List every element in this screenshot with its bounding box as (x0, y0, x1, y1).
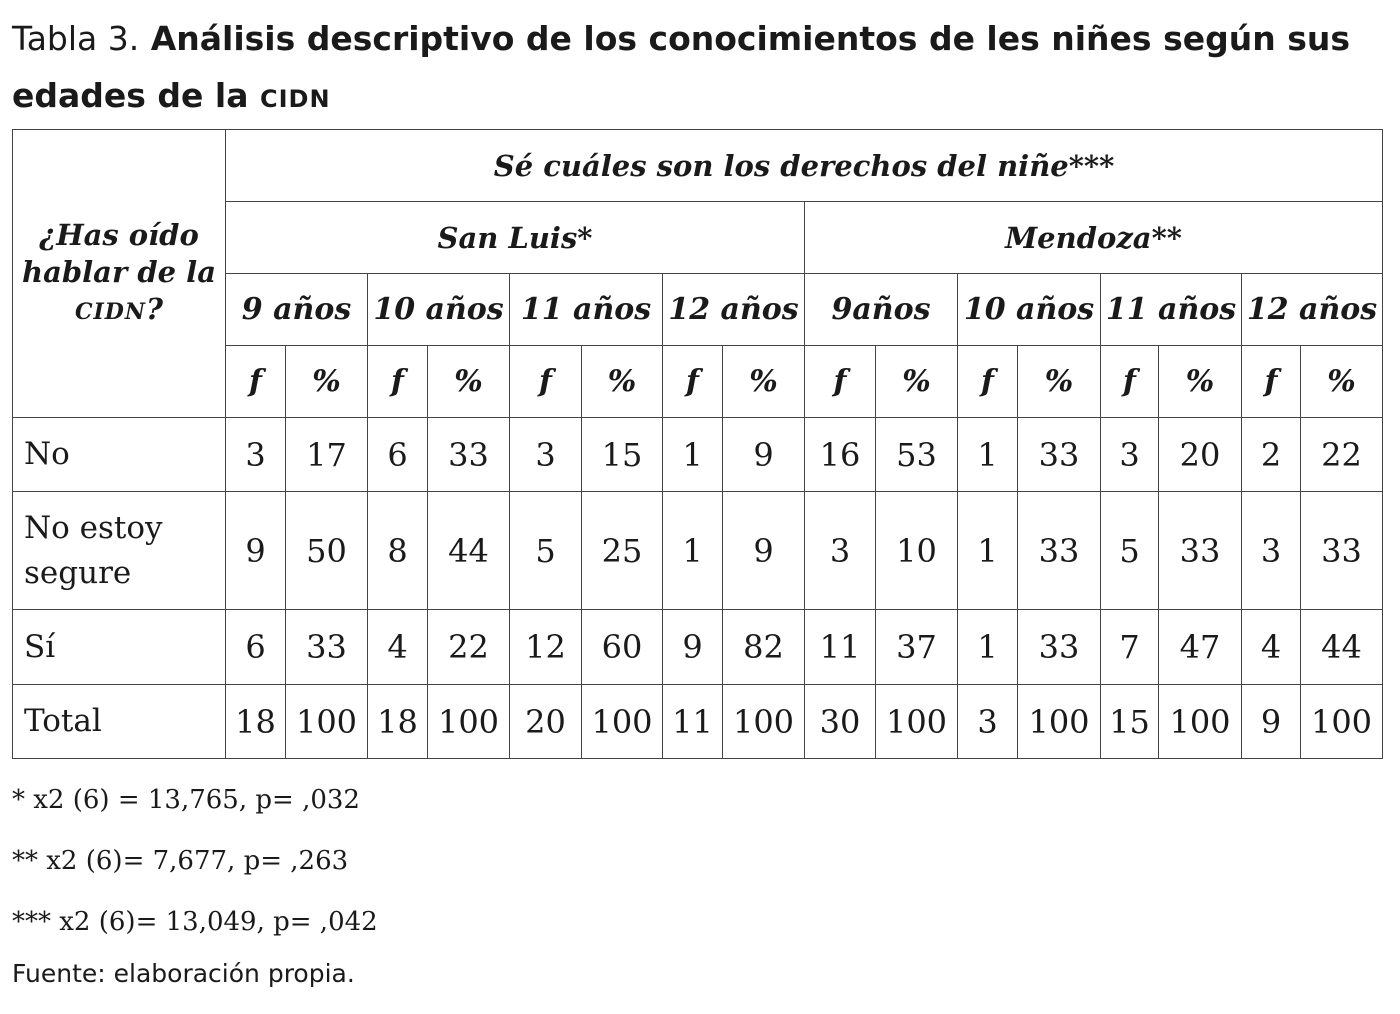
footnote: ** x2 (6)= 7,677, p= ,263 (12, 846, 349, 876)
table-cell: 9 (723, 418, 805, 492)
region-header-mendoza: Mendoza** (805, 202, 1383, 274)
freq-header: f (510, 346, 582, 418)
table-cell: 18 (368, 685, 428, 759)
table-cell: 9 (226, 492, 286, 610)
footnotes (12, 770, 378, 953)
data-table (12, 129, 1383, 759)
age-header: 10 años (958, 274, 1101, 346)
table-cell: 33 (428, 418, 510, 492)
table-cell: 100 (582, 685, 663, 759)
row-header-question (13, 130, 226, 418)
table-title (12, 10, 1382, 128)
row-label: No estoy segure (13, 492, 226, 610)
table-cell: 17 (286, 418, 368, 492)
freq-header: f (1242, 346, 1301, 418)
freq-header: f (958, 346, 1018, 418)
table-cell: 16 (805, 418, 876, 492)
table-cell: 22 (1301, 418, 1383, 492)
table-cell: 1 (958, 610, 1018, 685)
age-header: 9años (805, 274, 958, 346)
age-header: 12 años (1242, 274, 1383, 346)
table-cell: 3 (510, 418, 582, 492)
table-cell: 33 (1159, 492, 1242, 610)
table-cell: 33 (1018, 610, 1101, 685)
table-cell: 10 (876, 492, 958, 610)
table-cell: 100 (428, 685, 510, 759)
row-header-acronym: CIDN (75, 298, 146, 325)
table-cell: 9 (723, 492, 805, 610)
top-header: Sé cuáles son los derechos del niñe*** (226, 130, 1383, 202)
table-cell: 60 (582, 610, 663, 685)
table-cell: 6 (226, 610, 286, 685)
age-header: 11 años (1101, 274, 1242, 346)
table-cell: 1 (663, 492, 723, 610)
region-header-san-luis: San Luis* (226, 202, 805, 274)
table-cell: 100 (1301, 685, 1383, 759)
table-cell: 8 (368, 492, 428, 610)
table-cell: 6 (368, 418, 428, 492)
table-cell: 20 (1159, 418, 1242, 492)
table-cell: 12 (510, 610, 582, 685)
table-title-text: Análisis descriptivo de los conocimientos de les niñes según sus edades de la (12, 19, 1350, 115)
table-cell: 11 (805, 610, 876, 685)
table-cell: 7 (1101, 610, 1159, 685)
source-note: Fuente: elaboración propia. (12, 959, 355, 988)
table-cell: 1 (663, 418, 723, 492)
header-row-top (13, 130, 1383, 202)
freq-header: f (226, 346, 286, 418)
table-cell: 9 (1242, 685, 1301, 759)
pct-header: % (582, 346, 663, 418)
table-cell: 100 (876, 685, 958, 759)
table-cell: 100 (1018, 685, 1101, 759)
table-cell: 22 (428, 610, 510, 685)
table-cell: 15 (1101, 685, 1159, 759)
table-row (13, 492, 1383, 610)
table-cell: 20 (510, 685, 582, 759)
freq-header: f (663, 346, 723, 418)
table-cell: 4 (368, 610, 428, 685)
table-cell: 33 (1018, 418, 1101, 492)
footnote: * x2 (6) = 13,765, p= ,032 (12, 785, 360, 815)
table-cell: 2 (1242, 418, 1301, 492)
pct-header: % (1159, 346, 1242, 418)
table-cell: 3 (958, 685, 1018, 759)
table-cell: 30 (805, 685, 876, 759)
table-cell: 37 (876, 610, 958, 685)
table-cell: 5 (510, 492, 582, 610)
freq-header: f (805, 346, 876, 418)
table-cell: 100 (286, 685, 368, 759)
table-cell: 44 (1301, 610, 1383, 685)
table-cell: 3 (226, 418, 286, 492)
age-header: 9 años (226, 274, 368, 346)
table-row (13, 610, 1383, 685)
table-cell: 3 (1242, 492, 1301, 610)
pct-header: % (723, 346, 805, 418)
freq-header: f (368, 346, 428, 418)
table-cell: 3 (805, 492, 876, 610)
footnote: *** x2 (6)= 13,049, p= ,042 (12, 907, 378, 937)
table-cell: 25 (582, 492, 663, 610)
table-cell: 100 (723, 685, 805, 759)
age-header: 10 años (368, 274, 510, 346)
row-label: Sí (13, 610, 226, 685)
table-cell: 15 (582, 418, 663, 492)
table-cell: 33 (1301, 492, 1383, 610)
row-label: Total (13, 685, 226, 759)
table-cell: 3 (1101, 418, 1159, 492)
table-cell: 33 (1018, 492, 1101, 610)
table-cell: 1 (958, 492, 1018, 610)
table-cell: 9 (663, 610, 723, 685)
row-label: No (13, 418, 226, 492)
row-header-suffix: ? (146, 291, 163, 326)
table-cell: 50 (286, 492, 368, 610)
pct-header: % (286, 346, 368, 418)
table-title-acronym: CIDN (259, 85, 331, 113)
table-cell: 100 (1159, 685, 1242, 759)
table-cell: 33 (286, 610, 368, 685)
table-cell: 11 (663, 685, 723, 759)
table-number: Tabla 3. (12, 19, 140, 58)
pct-header: % (1018, 346, 1101, 418)
pct-header: % (428, 346, 510, 418)
table-cell: 47 (1159, 610, 1242, 685)
table-cell: 82 (723, 610, 805, 685)
age-header: 11 años (510, 274, 663, 346)
table-cell: 53 (876, 418, 958, 492)
pct-header: % (1301, 346, 1383, 418)
table-row (13, 418, 1383, 492)
table-cell: 18 (226, 685, 286, 759)
table-cell: 5 (1101, 492, 1159, 610)
table-cell: 1 (958, 418, 1018, 492)
table-cell: 4 (1242, 610, 1301, 685)
age-header: 12 años (663, 274, 805, 346)
table-row (13, 685, 1383, 759)
pct-header: % (876, 346, 958, 418)
row-header-text: ¿Has oído hablar de la (22, 217, 216, 289)
table-cell: 44 (428, 492, 510, 610)
freq-header: f (1101, 346, 1159, 418)
